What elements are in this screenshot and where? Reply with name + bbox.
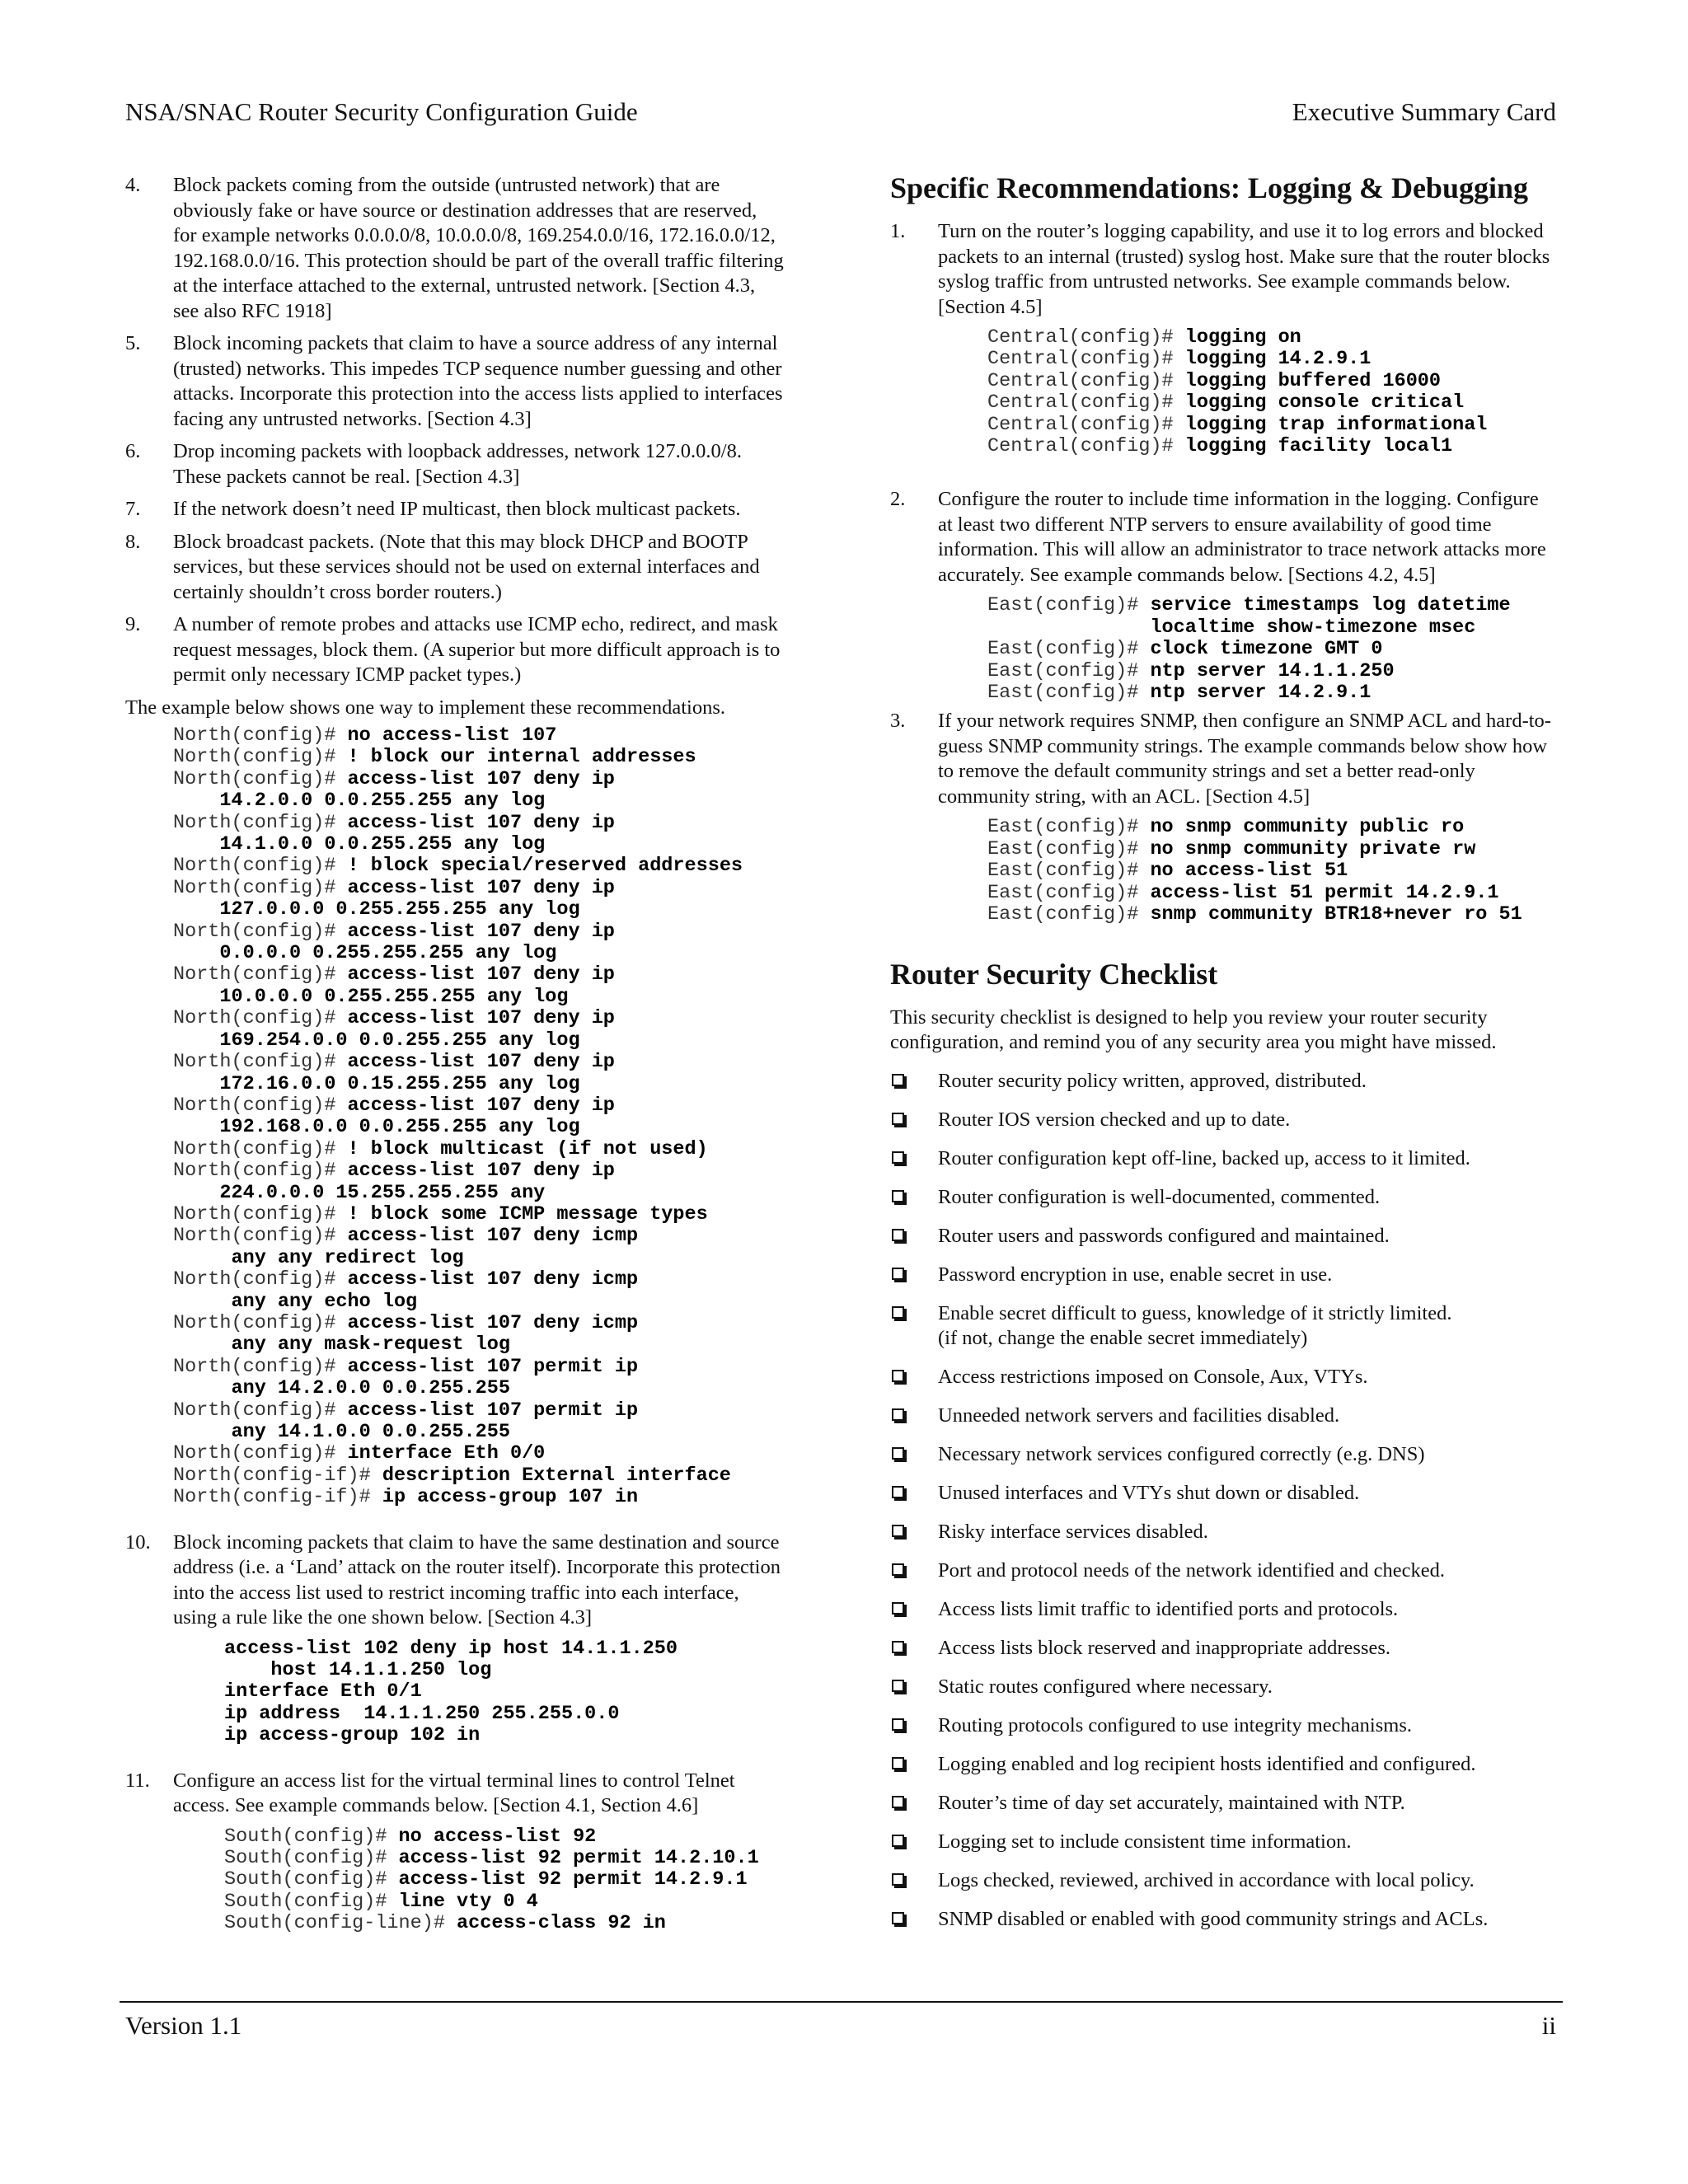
code-line xyxy=(173,921,785,943)
code-line xyxy=(173,855,785,877)
checklist-item-text: Unused interfaces and VTYs shut down or disabled. xyxy=(938,1482,1360,1504)
code-command: interface Eth 0/1 xyxy=(224,1680,422,1704)
code-line xyxy=(987,436,1558,457)
code-command: any any redirect log xyxy=(173,1246,464,1269)
code-line xyxy=(173,1052,785,1073)
code-command: access-list 107 deny icmp xyxy=(347,1268,639,1291)
checkbox-icon xyxy=(892,1408,904,1421)
code-command: logging facility local1 xyxy=(1184,435,1453,458)
code-command: line vty 0 4 xyxy=(398,1890,538,1913)
code-command: any any mask-request log xyxy=(173,1333,510,1357)
code-line xyxy=(224,1869,785,1891)
checklist-item xyxy=(890,1481,1558,1507)
code-command: host 14.1.1.250 log xyxy=(224,1659,492,1682)
code-line xyxy=(224,1826,785,1848)
code-command: no access-list 51 xyxy=(1150,860,1348,883)
checkbox-icon xyxy=(892,1641,904,1653)
code-command: 10.0.0.0 0.255.255.255 any log xyxy=(173,985,569,1008)
checklist-item-text: Router IOS version checked and up to date. xyxy=(938,1108,1291,1131)
checklist-item xyxy=(890,1713,1558,1739)
checklist-item xyxy=(890,1597,1558,1623)
section-heading-logging: Specific Recommendations: Logging & Debugging xyxy=(890,171,1528,204)
item-number: 1. xyxy=(890,220,906,242)
checklist-item-text: Logging enabled and log recipient hosts identified and configured. xyxy=(938,1753,1476,1775)
code-line xyxy=(987,327,1558,349)
code-command: access-list 107 deny ip xyxy=(347,1160,615,1183)
code-prompt: Central(config)# xyxy=(987,348,1185,371)
code-line xyxy=(173,943,785,964)
code-command: logging buffered 16000 xyxy=(1184,369,1442,392)
code-command: any any echo log xyxy=(173,1290,418,1313)
code-line xyxy=(173,1095,785,1117)
item-text: If your network requires SNMP, then configure an SNMP ACL and hard-to-guess SNMP community strings. The example commands below show how to remove the default community strings and set a better read-only community string, with an ACL. [Section 4.5] xyxy=(938,710,1551,808)
checkbox-icon xyxy=(892,1370,904,1382)
code-line xyxy=(224,1681,785,1703)
code-block-central-logging xyxy=(987,327,1558,457)
checkbox-icon xyxy=(892,1306,904,1319)
code-prompt: East(config)# xyxy=(987,816,1151,839)
right-column xyxy=(890,171,1558,1946)
checkbox-icon xyxy=(892,1563,904,1576)
code-prompt: North(config)# xyxy=(173,1225,348,1248)
checklist-item xyxy=(890,1636,1558,1661)
code-line xyxy=(173,1117,785,1138)
code-prompt: Central(config)# xyxy=(987,435,1185,458)
code-prompt: East(config)# xyxy=(987,881,1151,904)
code-line xyxy=(173,1357,785,1378)
code-line xyxy=(173,747,785,768)
code-command: access-list 107 permit ip xyxy=(347,1399,639,1422)
page-header-title: NSA/SNAC Router Security Configuration Guide xyxy=(125,97,638,126)
checkbox-icon xyxy=(892,1113,904,1125)
code-line xyxy=(173,1030,785,1052)
code-prompt: South(config)# xyxy=(224,1825,399,1848)
checkbox-icon xyxy=(892,1074,904,1086)
code-line xyxy=(987,860,1558,882)
code-command: snmp community BTR18+never ro 51 xyxy=(1150,903,1522,926)
item-number: 6. xyxy=(125,440,141,462)
code-command: interface Eth 0/0 xyxy=(347,1442,546,1465)
code-block-east-snmp xyxy=(987,817,1558,926)
code-line xyxy=(987,349,1558,370)
code-line xyxy=(224,1725,785,1746)
code-prompt: North(config)# xyxy=(173,920,348,943)
item-number: 2. xyxy=(890,488,906,511)
checklist-item-text: Access lists limit traffic to identified ports and protocols. xyxy=(938,1598,1399,1620)
checklist-item xyxy=(890,1868,1558,1894)
item-text: Block packets coming from the outside (untrusted network) that are obviously fake or have source or destination addresses that are reserved, for example networks 0.0.0.0/8, 10.0.0.0/8, 169.254.0.0/16, 172.16.0.0/12, 192.168.0.0/16. This protection should be part of the overall traffic filtering at the interface attached to the external, untrusted network. [Section 4.3, see also RFC 1918] xyxy=(173,174,784,322)
code-prompt: Central(config)# xyxy=(987,369,1185,392)
code-prompt: North(config)# xyxy=(173,746,348,769)
example-intro: The example below shows one way to implement these recommendations. xyxy=(125,696,726,719)
checklist-item-text: Access lists block reserved and inappropriate addresses. xyxy=(938,1637,1391,1659)
code-line xyxy=(987,661,1558,682)
code-line xyxy=(173,1334,785,1356)
checklist-intro: This security checklist is designed to help you review your router security configuration, and remind you of any security area you might have missed. xyxy=(890,1005,1497,1053)
recommendation-item xyxy=(125,439,785,490)
checklist-item-text: Static routes configured where necessary. xyxy=(938,1675,1273,1698)
code-command: ! block multicast (if not used) xyxy=(347,1137,708,1160)
code-command: access-class 92 in xyxy=(457,1912,666,1935)
code-line xyxy=(987,415,1558,436)
recommendation-item xyxy=(125,331,785,432)
code-block-south-vty xyxy=(224,1826,785,1935)
code-prompt: North(config)# xyxy=(173,1311,348,1334)
item-text: Configure an access list for the virtual terminal lines to control Telnet access. See example commands below. [Section 4.1, Section 4.6] xyxy=(173,1769,735,1817)
code-line xyxy=(224,1660,785,1681)
code-line xyxy=(173,769,785,790)
item-text: A number of remote probes and attacks use ICMP echo, redirect, and mask request messages, block them. (A superior but more difficult approach is to permit only necessary ICMP packet types.) xyxy=(173,613,781,686)
checkbox-icon xyxy=(892,1718,904,1731)
code-prompt: North(config)# xyxy=(173,1007,348,1030)
code-line xyxy=(173,1269,785,1291)
checklist-item xyxy=(890,1069,1558,1094)
checklist-item-text: Enable secret difficult to guess, knowledge of it strictly limited. (if not, change the enable secret immediately) xyxy=(938,1301,1452,1349)
checklist-item xyxy=(890,1263,1558,1288)
code-command: localtime show-timezone msec xyxy=(1150,616,1476,639)
footer-divider xyxy=(120,2001,1563,2003)
code-command: 224.0.0.0 15.255.255.255 any xyxy=(173,1181,546,1204)
code-prompt: North(config)# xyxy=(173,1202,348,1226)
checklist-item xyxy=(890,1404,1558,1429)
code-prompt: North(config)# xyxy=(173,724,348,747)
code-command: no snmp community public ro xyxy=(1150,816,1465,839)
recommendation-item xyxy=(890,487,1558,588)
code-command: access-list 107 deny ip xyxy=(347,1094,615,1117)
item-text: Configure the router to include time information in the logging. Configure at least two different NTP servers to ensure availability of good time information. This will allow an administrator to trace network attacks more accurately. See example commands below. [Sections 4.2, 4.5] xyxy=(938,488,1546,586)
checklist-item xyxy=(890,1224,1558,1249)
code-line xyxy=(224,1891,785,1913)
code-prompt xyxy=(987,616,1150,639)
code-line xyxy=(987,595,1558,616)
left-column xyxy=(125,173,785,1935)
recommendation-item xyxy=(125,1769,785,1819)
code-prompt: North(config)# xyxy=(173,811,348,834)
code-command: logging on xyxy=(1184,326,1301,349)
code-prompt: East(config)# xyxy=(987,638,1151,661)
code-command: access-list 107 deny ip xyxy=(347,920,615,943)
code-line xyxy=(173,899,785,921)
code-command: ip access-group 102 in xyxy=(224,1724,481,1747)
code-line xyxy=(173,813,785,834)
code-prompt: East(config)# xyxy=(987,682,1151,705)
code-prompt: East(config)# xyxy=(987,903,1151,926)
code-command: access-list 107 deny ip xyxy=(347,1007,615,1030)
code-prompt: Central(config)# xyxy=(987,413,1185,436)
code-line xyxy=(173,1487,785,1508)
code-prompt: East(config)# xyxy=(987,837,1151,860)
code-command: any 14.1.0.0 0.0.255.255 xyxy=(173,1421,510,1443)
code-prompt: Central(config)# xyxy=(987,326,1185,349)
code-prompt: North(config)# xyxy=(173,1268,348,1291)
code-line xyxy=(987,392,1558,414)
code-prompt: East(config)# xyxy=(987,860,1151,883)
code-prompt: East(config)# xyxy=(987,659,1151,682)
page-header-subtitle: Executive Summary Card xyxy=(1292,97,1556,126)
code-prompt: North(config)# xyxy=(173,963,348,987)
item-number: 4. xyxy=(125,174,141,196)
code-line xyxy=(173,1313,785,1334)
code-line xyxy=(173,1248,785,1269)
checklist-item-text: Password encryption in use, enable secret in use. xyxy=(938,1263,1333,1286)
code-command: 169.254.0.0 0.0.255.255 any log xyxy=(173,1029,580,1052)
code-command: ! block our internal addresses xyxy=(347,746,696,769)
item-text: If the network doesn’t need IP multicast, then block multicast packets. xyxy=(173,498,741,520)
checklist-item xyxy=(890,1146,1558,1172)
code-line xyxy=(987,371,1558,392)
checkbox-icon xyxy=(892,1602,904,1615)
checkbox-icon xyxy=(892,1680,904,1692)
code-line xyxy=(173,1226,785,1247)
checklist-item-text: Router’s time of day set accurately, maintained with NTP. xyxy=(938,1792,1405,1814)
checklist-item-text: Router configuration kept off-line, backed up, access to it limited. xyxy=(938,1146,1470,1169)
checkbox-icon xyxy=(892,1912,904,1924)
code-command: logging 14.2.9.1 xyxy=(1184,348,1372,371)
code-line xyxy=(173,1291,785,1313)
code-line xyxy=(173,1183,785,1204)
checkbox-icon xyxy=(892,1796,904,1808)
item-text: Block incoming packets that claim to have a source address of any internal (trusted) networks. This impedes TCP sequence number guessing and other attacks. Incorporate this protection into the access lists applied to interfaces facing any untrusted networks. [Section 4.3] xyxy=(173,332,783,430)
code-prompt: South(config-line)# xyxy=(224,1912,457,1935)
code-line xyxy=(224,1638,785,1660)
code-prompt: North(config)# xyxy=(173,1399,348,1422)
item-number: 9. xyxy=(125,613,141,635)
code-command: 172.16.0.0 0.15.255.255 any log xyxy=(173,1072,580,1095)
code-command: access-list 107 deny ip xyxy=(347,963,615,987)
code-command: access-list 107 deny ip xyxy=(347,876,615,899)
checkbox-icon xyxy=(892,1229,904,1241)
code-command: ntp server 14.1.1.250 xyxy=(1150,659,1395,682)
checklist-item-text: Risky interface services disabled. xyxy=(938,1521,1208,1543)
code-prompt: South(config)# xyxy=(224,1847,399,1870)
item-number: 5. xyxy=(125,332,141,354)
checklist-item-text: Routing protocols configured to use integrity mechanisms. xyxy=(938,1714,1412,1736)
code-line xyxy=(173,964,785,986)
code-command: ! block some ICMP message types xyxy=(347,1202,708,1226)
code-command: no access-list 107 xyxy=(347,724,557,747)
checkbox-icon xyxy=(892,1873,904,1886)
code-block-land-attack xyxy=(224,1638,785,1747)
code-prompt: North(config)# xyxy=(173,1094,348,1117)
code-command: 14.1.0.0 0.0.255.255 any log xyxy=(173,833,546,856)
code-command: no access-list 92 xyxy=(398,1825,597,1848)
checklist-item xyxy=(890,1442,1558,1468)
recommendation-item xyxy=(125,612,785,688)
code-line xyxy=(173,1074,785,1095)
code-command: any 14.2.0.0 0.0.255.255 xyxy=(173,1377,510,1400)
code-command: access-list 102 deny ip host 14.1.1.250 xyxy=(224,1637,678,1660)
checklist-item xyxy=(890,1520,1558,1545)
checkbox-icon xyxy=(892,1151,904,1164)
checklist-item xyxy=(890,1185,1558,1211)
item-number: 11. xyxy=(125,1769,150,1792)
checkbox-icon xyxy=(892,1525,904,1537)
checklist-item-text: Router users and passwords configured and maintained. xyxy=(938,1224,1390,1247)
item-number: 3. xyxy=(890,710,906,733)
code-command: service timestamps log datetime xyxy=(1150,594,1511,617)
code-command: 127.0.0.0 0.255.255.255 any log xyxy=(173,898,580,921)
checklist-item xyxy=(890,1675,1558,1700)
code-line xyxy=(173,834,785,855)
code-command: ip access-group 107 in xyxy=(382,1486,639,1509)
checkbox-icon xyxy=(892,1486,904,1498)
code-prompt: North(config)# xyxy=(173,1355,348,1378)
code-command: access-list 92 permit 14.2.9.1 xyxy=(398,1868,748,1891)
code-command: access-list 92 permit 14.2.10.1 xyxy=(398,1847,759,1870)
code-line xyxy=(173,725,785,747)
checklist-item xyxy=(890,1752,1558,1778)
checklist-item-text: Unneeded network servers and facilities disabled. xyxy=(938,1404,1340,1427)
code-block-north-acl xyxy=(173,725,785,1509)
recommendation-item xyxy=(125,173,785,324)
checklist-item xyxy=(890,1791,1558,1816)
code-prompt: North(config-if)# xyxy=(173,1464,382,1487)
code-block-east-ntp xyxy=(987,595,1558,704)
code-line xyxy=(987,639,1558,660)
code-line xyxy=(173,1443,785,1465)
checklist-item-text: Router security policy written, approved, distributed. xyxy=(938,1069,1367,1092)
recommendation-item xyxy=(125,497,785,523)
recommendation-item xyxy=(125,530,785,606)
code-command: no snmp community private rw xyxy=(1150,837,1476,860)
code-line xyxy=(987,617,1558,639)
recommendation-item xyxy=(125,1530,785,1631)
checklist-item xyxy=(890,1907,1558,1933)
code-line xyxy=(173,1378,785,1399)
checklist-item xyxy=(890,1558,1558,1584)
item-text: Block broadcast packets. (Note that this may block DHCP and BOOTP services, but these services should not be used on external interfaces and certainly shouldn’t cross border routers.) xyxy=(173,530,760,603)
item-number: 7. xyxy=(125,498,141,520)
checkbox-icon xyxy=(892,1190,904,1202)
code-command: 14.2.0.0 0.0.255.255 any log xyxy=(173,790,546,813)
code-line xyxy=(224,1848,785,1869)
section-heading-checklist: Router Security Checklist xyxy=(890,957,1218,991)
item-number: 10. xyxy=(125,1530,151,1554)
checklist-item-text: Port and protocol needs of the network identified and checked. xyxy=(938,1559,1446,1582)
code-line xyxy=(987,817,1558,838)
checklist-item-text: Access restrictions imposed on Console, Aux, VTYs. xyxy=(938,1366,1368,1388)
checklist-item xyxy=(890,1301,1558,1352)
code-command: access-list 107 deny ip xyxy=(347,767,615,790)
code-command: ip address 14.1.1.250 255.255.0.0 xyxy=(224,1702,620,1725)
code-command: 192.168.0.0 0.0.255.255 any log xyxy=(173,1116,580,1139)
code-command: access-list 107 deny ip xyxy=(347,811,615,834)
checklist-item-text: Necessary network services configured correctly (e.g. DNS) xyxy=(938,1443,1425,1465)
checklist-item-text: Router configuration is well-documented, commented. xyxy=(938,1185,1381,1208)
code-prompt: North(config)# xyxy=(173,767,348,790)
code-command: ntp server 14.2.9.1 xyxy=(1150,682,1372,705)
code-prompt: North(config)# xyxy=(173,1442,348,1465)
code-line xyxy=(173,1465,785,1487)
footer-version: Version 1.1 xyxy=(125,2011,242,2040)
code-line xyxy=(224,1913,785,1934)
footer-page-number: ii xyxy=(1541,2011,1556,2040)
item-number: 8. xyxy=(125,530,141,553)
code-line xyxy=(173,1008,785,1029)
item-text: Block incoming packets that claim to have the same destination and source address (i.e. a ‘Land’ attack on the router itself). Incorporate this protection into the access list used to restrict incoming traffic into each interface, using a rule like the one shown below. [Section 4.3] xyxy=(173,1530,781,1629)
code-line xyxy=(173,1422,785,1443)
code-command: access-list 107 deny icmp xyxy=(347,1311,639,1334)
checklist-item xyxy=(890,1830,1558,1855)
recommendation-list-left xyxy=(125,173,785,688)
code-prompt: North(config)# xyxy=(173,1051,348,1074)
security-checklist xyxy=(890,1069,1558,1933)
code-command: logging console critical xyxy=(1184,391,1465,415)
code-command: description External interface xyxy=(382,1464,731,1487)
code-line xyxy=(987,904,1558,926)
checkbox-icon xyxy=(892,1268,904,1280)
code-prompt: North(config)# xyxy=(173,1160,348,1183)
code-command: access-list 107 deny ip xyxy=(347,1051,615,1074)
code-command: access-list 51 permit 14.2.9.1 xyxy=(1150,881,1499,904)
code-prompt: North(config)# xyxy=(173,855,348,878)
checklist-item xyxy=(890,1108,1558,1133)
item-text: Drop incoming packets with loopback addresses, network 127.0.0.0/8. These packets cannot be real. [Section 4.3] xyxy=(173,440,742,488)
code-command: access-list 107 permit ip xyxy=(347,1355,639,1378)
code-line xyxy=(173,1160,785,1182)
checkbox-icon xyxy=(892,1757,904,1769)
checkbox-icon xyxy=(892,1835,904,1847)
code-line xyxy=(173,790,785,812)
code-line xyxy=(987,839,1558,860)
code-prompt: North(config-if)# xyxy=(173,1486,382,1509)
code-line xyxy=(987,883,1558,904)
checklist-item-text: Logs checked, reviewed, archived in accordance with local policy. xyxy=(938,1869,1475,1891)
code-command: 0.0.0.0 0.255.255.255 any log xyxy=(173,942,557,965)
checklist-item-text: Logging set to include consistent time information. xyxy=(938,1830,1352,1853)
code-prompt: South(config)# xyxy=(224,1868,399,1891)
code-command: access-list 107 deny icmp xyxy=(347,1225,639,1248)
code-line xyxy=(224,1704,785,1725)
code-command: logging trap informational xyxy=(1184,413,1488,436)
item-text: Turn on the router’s logging capability, and use it to log errors and blocked packets to an internal (trusted) syslog host. Make sure that the router blocks syslog traffic from untrusted networks. See example commands below. [Section 4.5] xyxy=(938,220,1550,318)
checklist-item xyxy=(890,1365,1558,1390)
code-prompt: East(config)# xyxy=(987,594,1151,617)
recommendation-item xyxy=(890,709,1558,809)
code-command: ! block special/reserved addresses xyxy=(347,855,743,878)
code-prompt: South(config)# xyxy=(224,1890,399,1913)
code-prompt: Central(config)# xyxy=(987,391,1185,415)
code-prompt: North(config)# xyxy=(173,1137,348,1160)
code-prompt: North(config)# xyxy=(173,876,348,899)
code-line xyxy=(987,682,1558,704)
code-line xyxy=(173,878,785,899)
code-line xyxy=(173,1139,785,1160)
checklist-item-text: SNMP disabled or enabled with good community strings and ACLs. xyxy=(938,1908,1489,1930)
code-line xyxy=(173,1204,785,1226)
code-line xyxy=(173,987,785,1008)
code-command: clock timezone GMT 0 xyxy=(1150,638,1383,661)
checkbox-icon xyxy=(892,1447,904,1460)
recommendation-item xyxy=(890,219,1558,320)
code-line xyxy=(173,1400,785,1422)
